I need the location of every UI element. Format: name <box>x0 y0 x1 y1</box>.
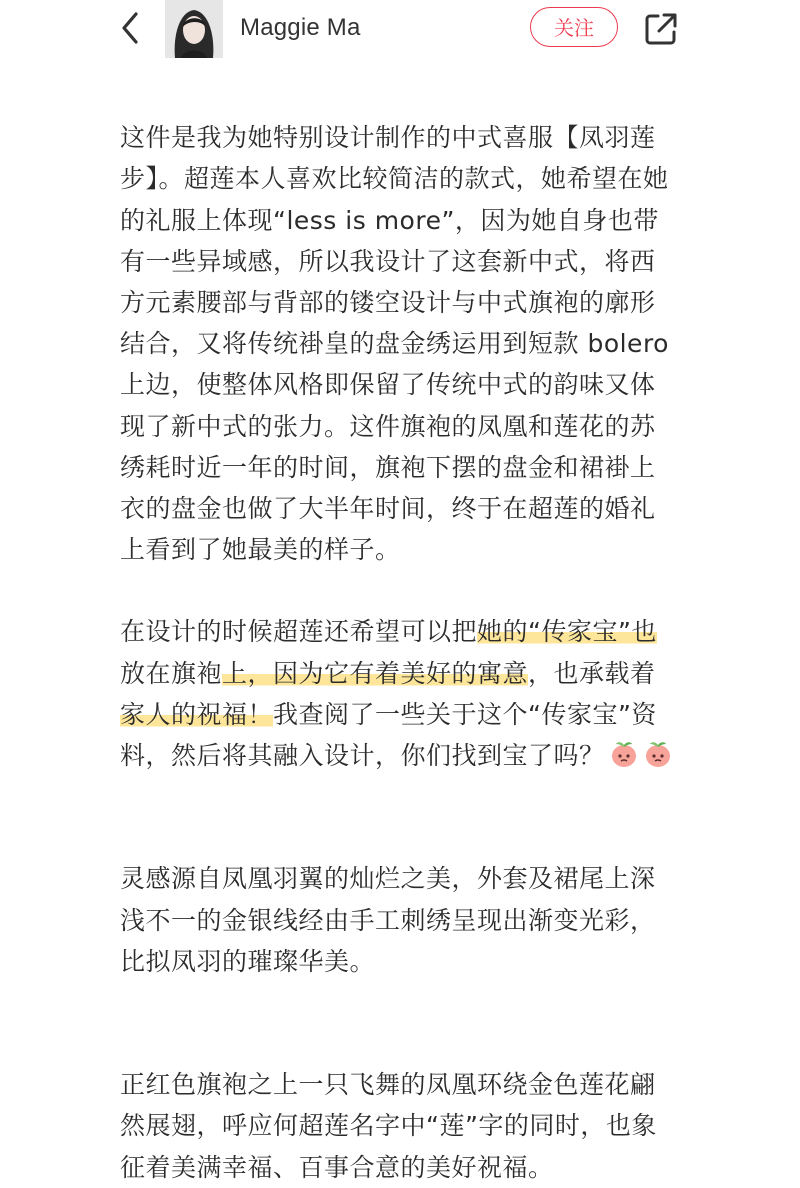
paragraph <box>120 76 680 570</box>
peach-face-emoji <box>643 739 673 769</box>
author-avatar[interactable] <box>165 0 223 58</box>
paragraph <box>120 817 680 982</box>
highlighted-text: 上，因为它有着美好的寓意 <box>222 658 529 688</box>
follow-button[interactable]: 关注 <box>530 7 618 47</box>
share-external-icon <box>642 10 680 48</box>
highlighted-text: 她的“传家宝”也 <box>477 617 657 647</box>
back-button[interactable] <box>112 6 152 50</box>
paragraph-text: 在设计的时候超莲还希望可以把 <box>120 617 478 647</box>
paragraph <box>120 611 680 776</box>
paragraph-text: 正红色旗袍之上一只飞舞的凤凰环绕金色莲花翩然展翅，呼应何超莲名字中“莲”字的同时，也象征着美满幸福、百事合意的美好祝福。 <box>120 1070 657 1182</box>
avatar-image <box>165 0 223 58</box>
paragraph-text: ，也承载着 <box>528 658 656 688</box>
top-bar <box>0 0 800 64</box>
peach-face-emoji <box>609 739 639 769</box>
paragraph-text: 这件是我为她特别设计制作的中式喜服【凤羽莲步】。超莲本人喜欢比较简洁的款式，她希望在她的礼服上体现“less is more”，因为她自身也带有一些异域感，所以我设计了这套新中式，将西方元素腰部与背部的镂空设计与中式旗袍的廓形结合，又将传统褂皇的盘金绣运用到短款 bolero 上边，使整体风格即保留了传统中式的韵味又体现了新中式的张力。这件旗袍的凤凰和莲花的苏绣耗时近一年的时间，旗袍下摆的盘金和裙褂上衣的盘金也做了大半年时间，终于在超莲的婚礼上看到了她最美的样子。 <box>120 123 669 565</box>
paragraph-text: 放在旗袍 <box>120 658 223 688</box>
share-button[interactable] <box>642 10 680 48</box>
author-name[interactable]: Maggie Ma <box>240 14 361 41</box>
paragraph-text: 我查阅了一些关于这个“传家宝”资料，然后将其融入设计，你们找到宝了吗？ <box>120 699 657 771</box>
note-body <box>120 76 680 1188</box>
chevron-left-icon <box>112 6 152 50</box>
paragraph <box>120 1023 680 1188</box>
highlighted-text: 家人的祝福！ <box>120 699 274 729</box>
paragraph-text: 灵感源自凤凰羽翼的灿烂之美，外套及裙尾上深浅不一的金银线经由手工刺绣呈现出渐变光彩，比拟凤羽的璀璨华美。 <box>120 864 656 976</box>
